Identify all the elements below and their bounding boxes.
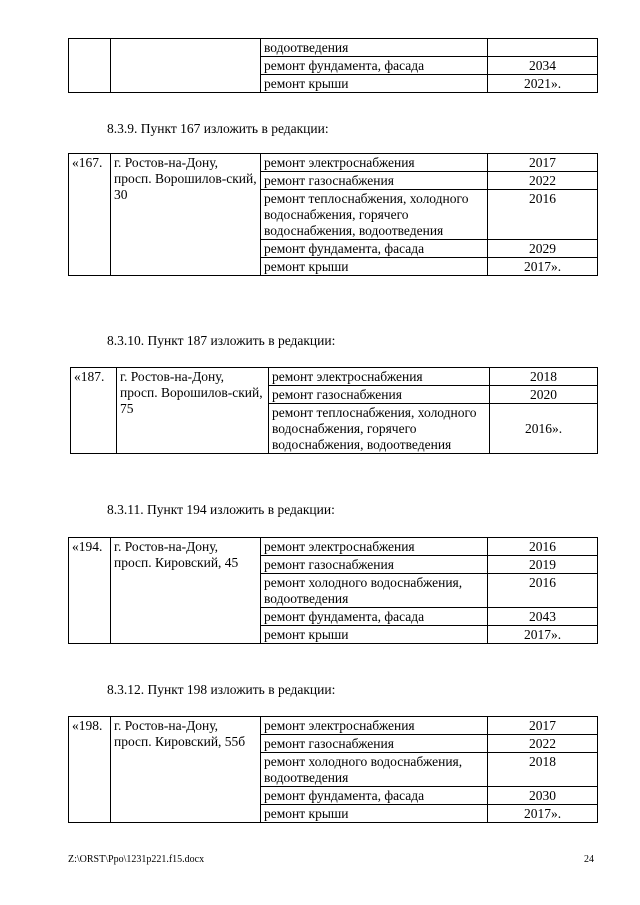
continuation-table <box>68 38 598 93</box>
work-cell: ремонт газоснабжения <box>261 735 488 753</box>
section-heading: 8.3.9. Пункт 167 изложить в редакции: <box>107 121 329 136</box>
section-heading: 8.3.11. Пункт 194 изложить в редакции: <box>107 502 335 517</box>
year-cell: 2018 <box>488 753 598 787</box>
section-heading: 8.3.10. Пункт 187 изложить в редакции: <box>107 333 336 348</box>
year-cell: 2029 <box>488 240 598 258</box>
work-cell: ремонт электроснабжения <box>261 538 488 556</box>
page-number: 24 <box>584 854 594 865</box>
item-167-table <box>68 153 598 276</box>
year-cell: 2022 <box>488 735 598 753</box>
item-number-cell: «194. <box>69 538 111 644</box>
work-cell: ремонт холодного водоснабжения, водоотведения <box>261 574 488 608</box>
year-cell: 2020 <box>490 386 598 404</box>
table-row <box>69 538 598 556</box>
year-cell: 2016 <box>488 538 598 556</box>
item-194-table <box>68 537 598 644</box>
year-cell: 2021». <box>488 75 598 93</box>
year-cell: 2043 <box>488 608 598 626</box>
item-number-cell: «167. <box>69 154 111 276</box>
item-187-table <box>70 367 598 454</box>
work-cell: ремонт газоснабжения <box>269 386 490 404</box>
year-cell: 2017 <box>488 717 598 735</box>
year-cell: 2017». <box>488 258 598 276</box>
year-cell: 2017». <box>488 626 598 644</box>
year-cell: 2019 <box>488 556 598 574</box>
table-row <box>69 717 598 735</box>
work-cell: ремонт электроснабжения <box>261 154 488 172</box>
work-cell: ремонт газоснабжения <box>261 172 488 190</box>
year-cell: 2018 <box>490 368 598 386</box>
address-cell: г. Ростов-на-Дону, просп. Кировский, 55б <box>111 717 261 823</box>
address-cell <box>111 39 261 93</box>
year-cell: 2034 <box>488 57 598 75</box>
work-cell: ремонт фундамента, фасада <box>261 240 488 258</box>
year-cell: 2016». <box>490 404 598 454</box>
item-198-table <box>68 716 598 823</box>
work-cell: ремонт теплоснабжения, холодного водоснабжения, горячего водоснабжения, водоотведения <box>261 190 488 240</box>
table-row <box>69 154 598 172</box>
address-cell: г. Ростов-на-Дону, просп. Кировский, 45 <box>111 538 261 644</box>
work-cell: ремонт крыши <box>261 75 488 93</box>
year-cell: 2030 <box>488 787 598 805</box>
work-cell: ремонт фундамента, фасада <box>261 57 488 75</box>
work-cell: ремонт фундамента, фасада <box>261 608 488 626</box>
table-row <box>69 39 598 57</box>
item-number-cell: «187. <box>71 368 117 454</box>
year-cell: 2016 <box>488 574 598 608</box>
work-cell: ремонт теплоснабжения, холодного водоснабжения, горячего водоснабжения, водоотведения <box>269 404 490 454</box>
item-number-cell: «198. <box>69 717 111 823</box>
work-cell: ремонт крыши <box>261 626 488 644</box>
year-cell <box>488 39 598 57</box>
work-cell: ремонт крыши <box>261 258 488 276</box>
year-cell: 2017 <box>488 154 598 172</box>
work-cell: водоотведения <box>261 39 488 57</box>
work-cell: ремонт крыши <box>261 805 488 823</box>
work-cell: ремонт фундамента, фасада <box>261 787 488 805</box>
work-cell: ремонт холодного водоснабжения, водоотведения <box>261 753 488 787</box>
item-number-cell <box>69 39 111 93</box>
work-cell: ремонт электроснабжения <box>261 717 488 735</box>
year-cell: 2022 <box>488 172 598 190</box>
work-cell: ремонт газоснабжения <box>261 556 488 574</box>
work-cell: ремонт электроснабжения <box>269 368 490 386</box>
table-row <box>71 368 598 386</box>
footer-file-path: Z:\ORST\Ppo\1231p221.f15.docx <box>68 854 205 865</box>
address-cell: г. Ростов-на-Дону, просп. Ворошилов-ский, 30 <box>111 154 261 276</box>
address-cell: г. Ростов-на-Дону, просп. Ворошилов-ский, 75 <box>117 368 269 454</box>
section-heading: 8.3.12. Пункт 198 изложить в редакции: <box>107 682 336 697</box>
year-cell: 2016 <box>488 190 598 240</box>
year-cell: 2017». <box>488 805 598 823</box>
